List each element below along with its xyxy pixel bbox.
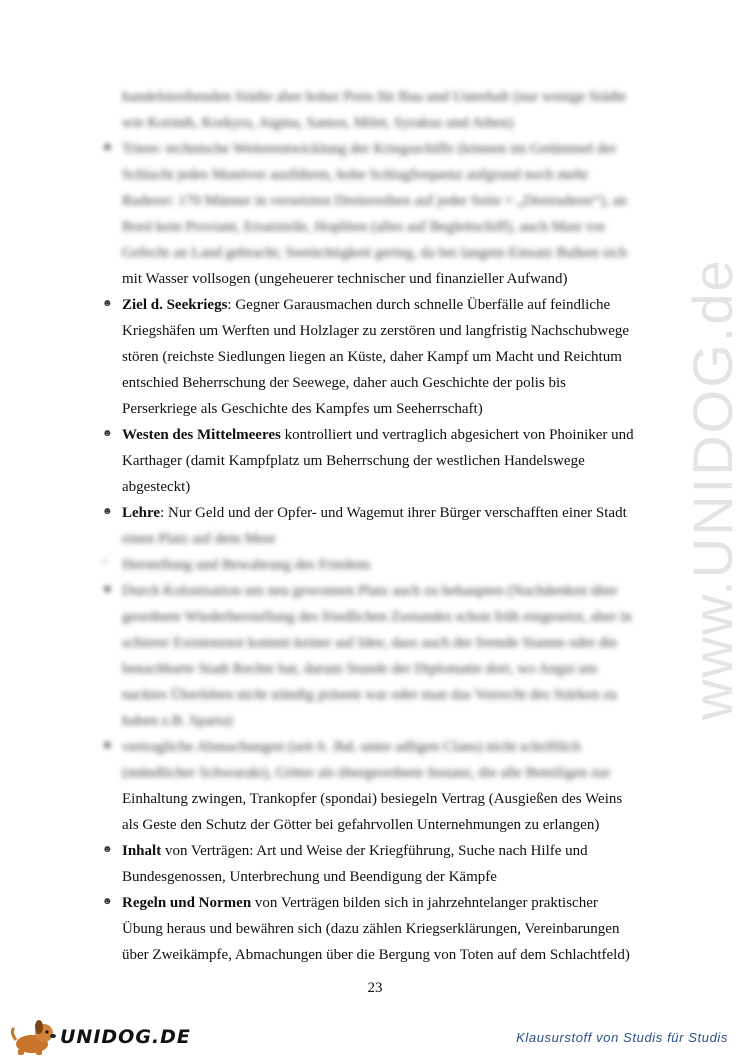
text-line: Inhalt von Verträgen: Art und Weise der Kriegführung, Suche nach Hilfe und xyxy=(122,843,588,859)
watermark: www.UNIDOG.de xyxy=(681,258,744,720)
smiley-bullet-icon: ☻ xyxy=(102,142,113,153)
smiley-bullet-icon: ☻ xyxy=(102,428,113,439)
section-heading-frieden xyxy=(102,552,662,578)
text-line: haben z.B. Sparta) xyxy=(122,713,233,729)
list-item-regeln xyxy=(102,890,662,968)
text-line: Schlacht jedes Manöver ausführen, hohe Schlagfrequenz aufgrund noch mehr xyxy=(122,167,589,183)
dog-mascot-icon xyxy=(8,1018,60,1056)
text-line: benachbarte Stadt Rechte hat, darum Stunde der Diplomatie dort, wo Angst um xyxy=(122,661,598,677)
blurred-block-top xyxy=(102,84,662,266)
text-line: Durch Kolonisation um neu gewonnen Platz auch zu behaupten (Nachdenken über xyxy=(122,583,618,599)
text-line: Karthager (damit Kampfplatz um Beherrschung der westlichen Handelswege xyxy=(122,453,585,469)
page-number: 23 xyxy=(367,980,383,996)
text-line: schierer Existenznot kommt keiner auf Idee, dass auch der fremde Stamm oder die xyxy=(122,635,618,651)
body-text xyxy=(102,84,662,968)
text-line: Einhaltung zwingen, Trankopfer (spondai) besiegeln Vertrag (Ausgießen des Weins xyxy=(122,791,623,807)
text-line: vertragliche Abmachungen (seit 6. Jhd. unter adligen Clans) nicht schriftlich xyxy=(122,739,581,755)
logo-text: UNIDOG.DE xyxy=(60,1026,191,1048)
bold-term: Inhalt xyxy=(122,843,162,859)
text-line: nacktes Überleben nicht ständig präsent war oder man das Vorrecht des Stärken zu xyxy=(122,687,618,703)
bold-term: Westen des Mittelmeeres xyxy=(122,427,281,443)
text-line: Lehre: Nur Geld und der Opfer- und Wagemut ihrer Bürger verschafften einer Stadt xyxy=(122,505,627,521)
list-item-inhalt xyxy=(102,838,662,890)
smiley-bullet-icon: ☻ xyxy=(102,844,113,855)
text-line: Regeln und Normen von Verträgen bilden sich in jahrzehntelanger praktischer xyxy=(122,895,598,911)
text-line: geordnete Wiederherstellung des friedlichen Zustandes schon früh eingesetzt, aber in xyxy=(122,609,632,625)
bold-term: Regeln und Normen xyxy=(122,895,252,911)
text-line: Übung heraus und bewähren sich (dazu zählen Kriegserklärungen, Vereinbarungen xyxy=(122,921,620,937)
text-line: über Zweikämpfe, Abmachungen über die Bergung von Toten auf dem Schlachtfeld) xyxy=(122,947,630,963)
text-line: als Geste den Schutz der Götter bei gefahrvollen Unternehmungen zu erlangen) xyxy=(122,817,600,833)
bold-term: Ziel d. Seekriegs xyxy=(122,297,228,313)
text-line: mit Wasser vollsogen (ungeheuerer technischer und finanzieller Aufwand) xyxy=(122,271,568,287)
text-line: Ruderer: 170 Männer in versetzten Dreierreihen auf jeder Seite = „Dreiruderer“), an xyxy=(122,193,627,209)
list-item-westen xyxy=(102,422,662,500)
unidog-logo xyxy=(8,1018,191,1056)
list-item-lehre xyxy=(102,500,662,526)
smiley-bullet-icon: ☻ xyxy=(102,584,113,595)
text-line: handelstreibenden Städte aber hoher Preis für Bau und Unterhalt (nur wenige Städte xyxy=(122,89,627,105)
blurred-block-middle xyxy=(102,526,662,786)
smiley-bullet-icon: ☻ xyxy=(102,740,113,751)
footer-tagline: Klausurstoff von Studis für Studis xyxy=(516,1030,728,1045)
list-item-ziel xyxy=(102,292,662,422)
text-line: Kriegshäfen um Werften und Holzlager zu zerstören und langfristig Nachschubwege xyxy=(122,323,630,339)
smiley-bullet-icon: ☻ xyxy=(102,506,113,517)
text-line: Gefecht an Land gebracht; Seetüchtigkeit gering, da bei langem Einsatz Balken sich xyxy=(122,245,627,261)
text-line: Bundesgenossen, Unterbrechung und Beendigung der Kämpfe xyxy=(122,869,497,885)
list-item-triere xyxy=(102,136,662,266)
text-line: entschied Beherrschung der Seewege, daher auch Geschichte der polis bis xyxy=(122,375,567,391)
dash-bullet: - xyxy=(102,552,108,569)
text-line: Perserkriege als Geschichte des Kampfes um Seeherrschaft) xyxy=(122,401,483,417)
smiley-bullet-icon: ☻ xyxy=(102,298,113,309)
text-line: wie Korinth, Korkyra, Aigina, Samos, Milet, Syrakus und Athen) xyxy=(122,115,514,131)
list-item-kolonisation xyxy=(102,578,662,734)
text-line: Herstellung und Bewahrung des Friedens xyxy=(122,557,371,573)
bold-term: Lehre xyxy=(122,505,161,521)
text-line: Westen des Mittelmeeres kontrolliert und vertraglich abgesichert von Phoiniker und xyxy=(122,427,634,443)
text-line: abgesteckt) xyxy=(122,479,191,495)
text-line: Triere: technische Weiterentwicklung der Kriegsschiffe (können im Getümmel der xyxy=(122,141,617,157)
text-line: Ziel d. Seekriegs: Gegner Garausmachen durch schnelle Überfälle auf feindliche xyxy=(122,297,611,313)
text-line: einen Platz auf dem Meer xyxy=(122,531,277,547)
list-item-abmachungen xyxy=(102,734,662,786)
smiley-bullet-icon: ☻ xyxy=(102,896,113,907)
text-line: (mündlicher Schwurakt), Götter als übergeordnete Instanz, die alle Beteiligen zur xyxy=(122,765,611,781)
text-line: stören (reichste Siedlungen liegen an Küste, daher Kampf um Macht und Reichtum xyxy=(122,349,622,365)
text-line: Bord kein Proviant, Ersatzteile, Hopliten (alles auf Begleitschiff), auch Mast vor xyxy=(122,219,606,235)
